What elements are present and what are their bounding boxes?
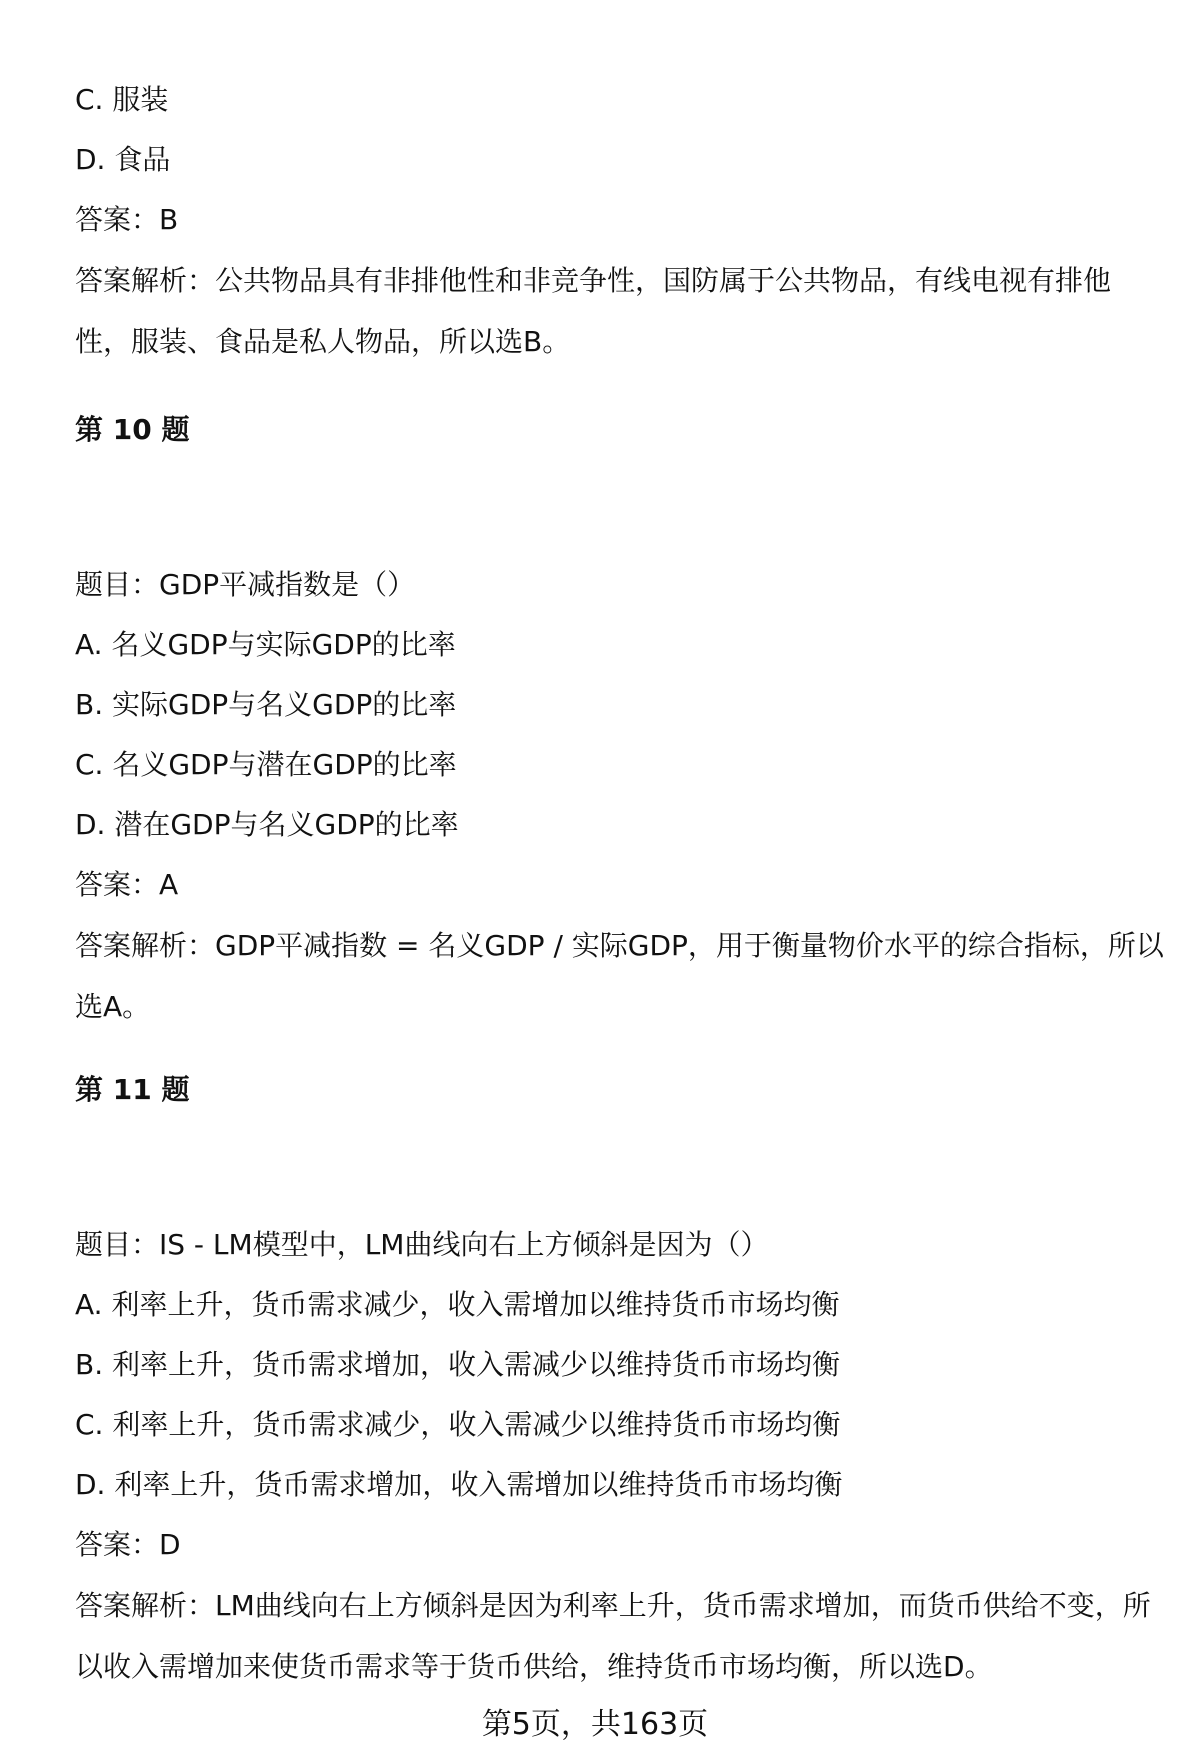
q11-answer: 答案：D xyxy=(75,1528,181,1561)
q11-option-d: D. 利率上升，货币需求增加，收入需增加以维持货币市场均衡 xyxy=(75,1468,843,1501)
q10-option-d: D. 潜在GDP与名义GDP的比率 xyxy=(75,808,459,841)
q10-option-c: C. 名义GDP与潜在GDP的比率 xyxy=(75,748,457,781)
prev-option-d: D. 食品 xyxy=(75,143,171,176)
q10-question: 题目：GDP平减指数是（） xyxy=(75,568,416,601)
prev-answer: 答案：B xyxy=(75,203,179,236)
q10-option-b: B. 实际GDP与名义GDP的比率 xyxy=(75,688,457,721)
q10-analysis: 答案解析：GDP平减指数 = 名义GDP / 实际GDP，用于衡量物价水平的综合指标，所以选A。 xyxy=(75,929,1164,1023)
prev-analysis: 答案解析：公共物品具有非排他性和非竞争性，国防属于公共物品，有线电视有排他性，服装、食品是私人物品，所以选B。 xyxy=(75,264,1112,358)
q11-heading: 第 11 题 xyxy=(75,1073,190,1106)
q11-option-b: B. 利率上升，货币需求增加，收入需减少以维持货币市场均衡 xyxy=(75,1348,841,1381)
q10-option-a: A. 名义GDP与实际GDP的比率 xyxy=(75,628,456,661)
q11-option-a: A. 利率上升，货币需求减少，收入需增加以维持货币市场均衡 xyxy=(75,1288,840,1321)
q11-question: 题目：IS - LM模型中，LM曲线向右上方倾斜是因为（） xyxy=(75,1228,769,1261)
q10-answer: 答案：A xyxy=(75,868,179,901)
prev-option-c: C. 服装 xyxy=(75,83,169,116)
page-number: 第5页，共163页 xyxy=(481,1707,709,1742)
q11-option-c: C. 利率上升，货币需求减少，收入需减少以维持货币市场均衡 xyxy=(75,1408,841,1441)
q11-analysis: 答案解析：LM曲线向右上方倾斜是因为利率上升，货币需求增加，而货币供给不变，所以收入需增加来使货币需求等于货币供给，维持货币市场均衡，所以选D。 xyxy=(75,1589,1151,1683)
q10-heading: 第 10 题 xyxy=(75,413,190,446)
